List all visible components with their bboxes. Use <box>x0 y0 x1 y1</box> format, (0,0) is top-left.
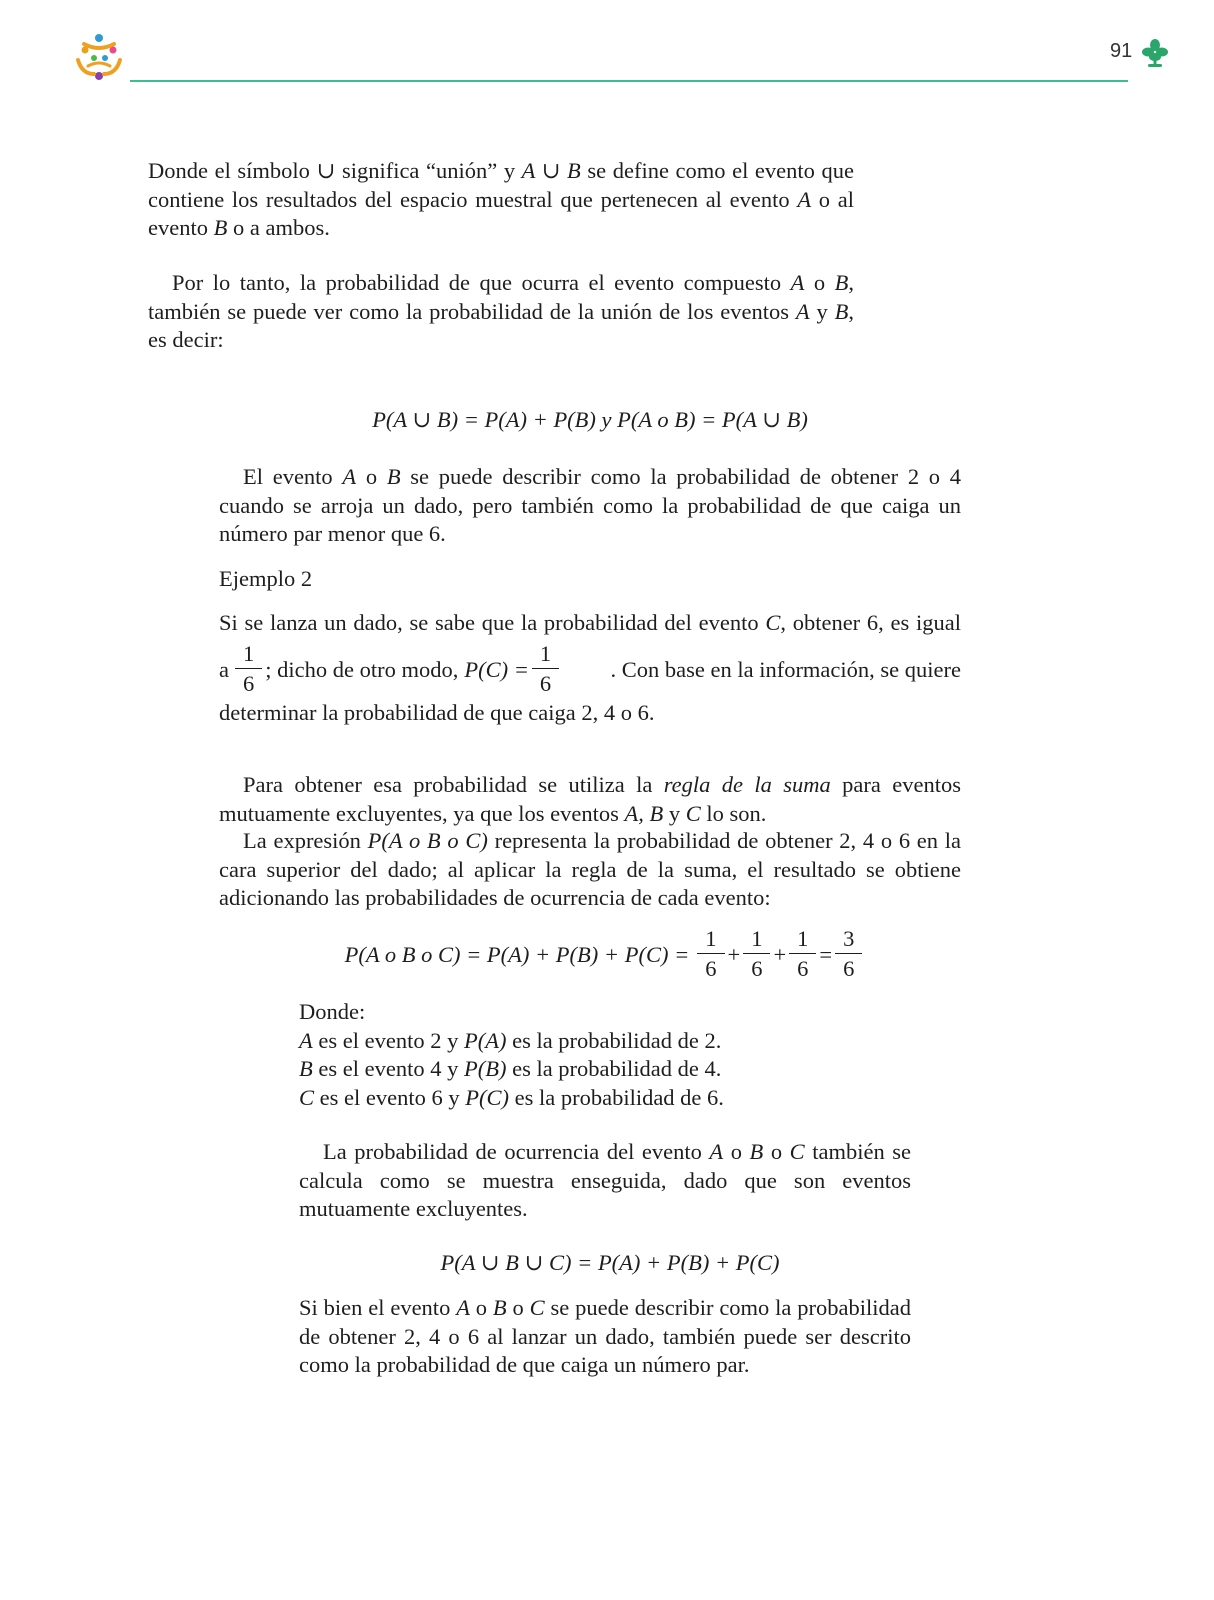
math-var: B <box>492 1295 507 1320</box>
fraction <box>789 925 816 984</box>
text-span: representa la probabilidad de obtener 2, 4 o 6 en la cara superior del dado; al aplicar la regla de la suma, el resultado se obtiene adicionando las probabilidades de ocurrencia de cada evento: <box>219 828 961 910</box>
text-span: es la probabilidad de 6. <box>508 1084 724 1110</box>
math-var: A <box>790 270 805 295</box>
text-span: determinar la probabilidad de que caiga 2, 4 o 6. <box>219 700 655 725</box>
text-span: a <box>219 656 229 682</box>
fraction-denominator: 6 <box>751 956 763 981</box>
fraction-numerator: 1 <box>743 925 770 954</box>
fraction <box>697 925 724 984</box>
fraction-one-sixth <box>532 640 559 699</box>
text-span: para eventos mutuamente excluyentes, ya que los eventos <box>219 772 961 826</box>
donde-block <box>299 998 899 1112</box>
text-span: o <box>506 1295 530 1320</box>
math-var: A <box>342 464 357 489</box>
text-span: se puede describir como la probabilidad de obtener 2 o 4 cuando se arroja un dado, pero también como la probabilidad de que caiga un número par menor que 6. <box>219 464 962 546</box>
logo-icon <box>72 30 126 84</box>
math-var: A <box>299 1027 313 1053</box>
fraction-denominator: 6 <box>843 956 855 981</box>
donde-line <box>299 1084 899 1113</box>
text-span: es el evento 4 y <box>312 1056 464 1081</box>
text-span: , también se puede ver como la probabilidad de la unión de los eventos <box>148 270 854 324</box>
text-span: Para obtener esa probabilidad se utiliza la <box>243 772 664 797</box>
emphasis-text: regla de la suma <box>663 772 831 797</box>
paragraph-example-line3 <box>219 699 961 728</box>
equation-union-three <box>360 1248 860 1278</box>
text-span: , es decir: <box>148 298 854 352</box>
equation-sum <box>290 925 920 984</box>
text-span: La expresión <box>243 828 368 853</box>
text-span: . Con base en la información, se quiere <box>610 656 961 682</box>
text-span: es el evento 6 y <box>314 1084 466 1110</box>
text-span: Donde el símbolo ∪ significa “unión” y <box>148 158 522 183</box>
text-span: es el evento 2 y <box>312 1027 464 1053</box>
text-span: El evento <box>243 464 343 489</box>
donde-title: Donde: <box>299 999 366 1024</box>
page-header <box>0 0 1214 100</box>
text-span: o <box>356 464 387 489</box>
math-var: A ∪ B <box>521 158 581 183</box>
paragraph-mutually-exclusive <box>299 1138 911 1224</box>
text-span: o <box>804 270 835 295</box>
fraction-denominator: 6 <box>705 956 717 981</box>
math-var: B <box>213 215 228 240</box>
text-span: y <box>809 298 835 324</box>
paragraph-conclusion <box>299 1294 911 1380</box>
fraction-one-sixth <box>235 640 262 699</box>
text-span: se define como el evento que contiene los resultados del espacio muestral que pertenecen al evento <box>148 158 854 212</box>
math-var: P(B) <box>463 1056 507 1081</box>
text-span: ; dicho de otro modo, <box>265 656 459 682</box>
paragraph-event-description <box>219 463 961 549</box>
math-var: C <box>529 1295 545 1320</box>
math-var: B <box>749 1139 764 1164</box>
text-span: o <box>763 1139 790 1164</box>
line-group <box>219 640 562 699</box>
math-var: B <box>834 270 849 295</box>
math-var: B <box>834 298 849 324</box>
paragraph-union-definition <box>148 157 854 243</box>
math-var: P(A o B o C) <box>367 828 488 853</box>
equation-text: P(A ∪ B ∪ C) = P(A) + P(B) + P(C) <box>440 1250 780 1275</box>
equation-lhs: P(A o B o C) = P(A) + P(B) + P(C) = <box>344 941 690 967</box>
text-span: Por lo tanto, la probabilidad de que ocurra el evento compuesto <box>172 270 791 295</box>
math-var: C <box>685 800 701 826</box>
fraction-numerator: 1 <box>697 925 724 954</box>
page-number: 91 <box>1110 40 1133 62</box>
leaf-icon <box>1142 38 1168 68</box>
text-span: o <box>723 1139 750 1164</box>
plus-sign: + <box>773 941 787 967</box>
text-span: lo son. <box>700 800 767 826</box>
fraction <box>743 925 770 984</box>
paragraph-compound-event <box>148 269 854 355</box>
fraction-denominator: 6 <box>243 671 255 696</box>
math-var: C <box>299 1084 315 1110</box>
header-rule <box>130 80 1128 82</box>
math-var: P(A) <box>463 1027 507 1053</box>
math-var: P(C) <box>465 1084 509 1110</box>
fraction-numerator: 1 <box>235 640 262 669</box>
fraction-numerator: 1 <box>789 925 816 954</box>
paragraph-example-line2 <box>219 640 961 699</box>
math-var: A <box>795 298 810 324</box>
example-heading: Ejemplo 2 <box>219 566 313 591</box>
text-span: o al evento <box>148 186 854 240</box>
text-span: es la probabilidad de 4. <box>506 1056 722 1081</box>
text-span: Si se lanza un dado, se sabe que la probabilidad del evento <box>219 610 766 635</box>
fraction-denominator: 6 <box>539 671 552 696</box>
text-span: La probabilidad de ocurrencia del evento <box>323 1139 710 1164</box>
math-var: C <box>765 610 781 635</box>
math-var: A <box>797 186 812 212</box>
math-var: B <box>386 464 401 489</box>
math-var: C <box>789 1139 805 1164</box>
fraction-numerator: 3 <box>835 925 862 954</box>
fraction-result <box>835 925 862 984</box>
fraction-denominator: 6 <box>797 956 809 981</box>
donde-line <box>299 1027 899 1056</box>
text-span: se puede describir como la probabilidad de obtener 2, 4 o 6 al lanzar un dado, también puede ser descrito como la probabilidad de que caiga un número par. <box>299 1295 911 1377</box>
donde-line <box>299 1055 899 1084</box>
math-var: A <box>456 1295 470 1320</box>
text-span: y <box>663 800 686 826</box>
text-span: también se calcula como se muestra enseguida, dado que son eventos mutuamente excluyentes. <box>299 1139 911 1221</box>
text-span: o a ambos. <box>227 215 330 240</box>
text-span: o <box>469 1295 493 1320</box>
equation-text: P(A ∪ B) = P(A) + P(B) y P(A o B) = P(A ∪ B) <box>372 407 808 432</box>
paragraph-example-line1 <box>219 609 961 638</box>
text-span: , obtener 6, es igual <box>780 610 961 635</box>
math-var: A, B <box>624 800 664 826</box>
text-span: Si bien el evento <box>299 1295 457 1320</box>
fraction-numerator: 1 <box>532 640 559 669</box>
paragraph-expression <box>219 827 961 913</box>
paragraph-sum-rule <box>219 771 961 828</box>
math-var: A <box>709 1139 724 1164</box>
equals-sign: = <box>819 941 833 967</box>
math-var: P(C) = <box>464 656 529 682</box>
plus-sign: + <box>727 941 741 967</box>
text-span: es la probabilidad de 2. <box>506 1027 722 1053</box>
math-var: B <box>299 1056 313 1081</box>
equation-union <box>290 405 890 435</box>
